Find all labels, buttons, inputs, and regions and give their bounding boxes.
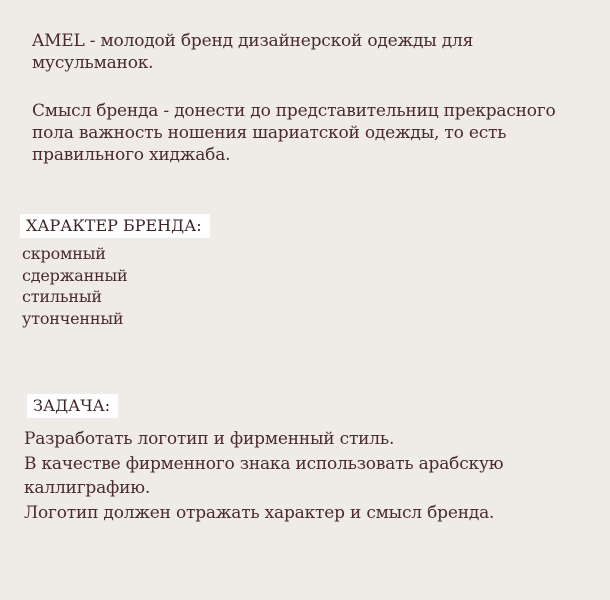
list-item: скромный — [22, 244, 106, 263]
intro-line: мусульманок. — [32, 53, 154, 73]
brand-meaning-paragraph — [32, 100, 556, 166]
task-line: каллиграфию. — [24, 478, 151, 498]
brand-character-list — [22, 243, 128, 329]
list-item: стильный — [22, 287, 102, 306]
meaning-line: правильного хиджаба. — [32, 145, 231, 165]
list-item: сдержанный — [22, 265, 128, 285]
list-item: утонченный — [22, 308, 124, 328]
brand-character-heading: ХАРАКТЕР БРЕНДА: — [20, 214, 210, 238]
task-heading: ЗАДАЧА: — [27, 394, 118, 418]
task-line: Разработать логотип и фирменный стиль. — [24, 429, 395, 449]
task-paragraph — [24, 427, 503, 525]
task-line: Логотип должен отражать характер и смысл бренда. — [24, 502, 495, 523]
brand-intro-paragraph — [32, 30, 473, 74]
meaning-line: пола важность ношения шариатской одежды, то есть — [32, 123, 507, 143]
meaning-line: Смысл бренда - донести до представительниц прекрасного — [32, 101, 556, 121]
intro-line: AMEL - молодой бренд дизайнерской одежды для — [32, 31, 474, 51]
task-line: В качестве фирменного знака использовать арабскую — [24, 453, 504, 474]
